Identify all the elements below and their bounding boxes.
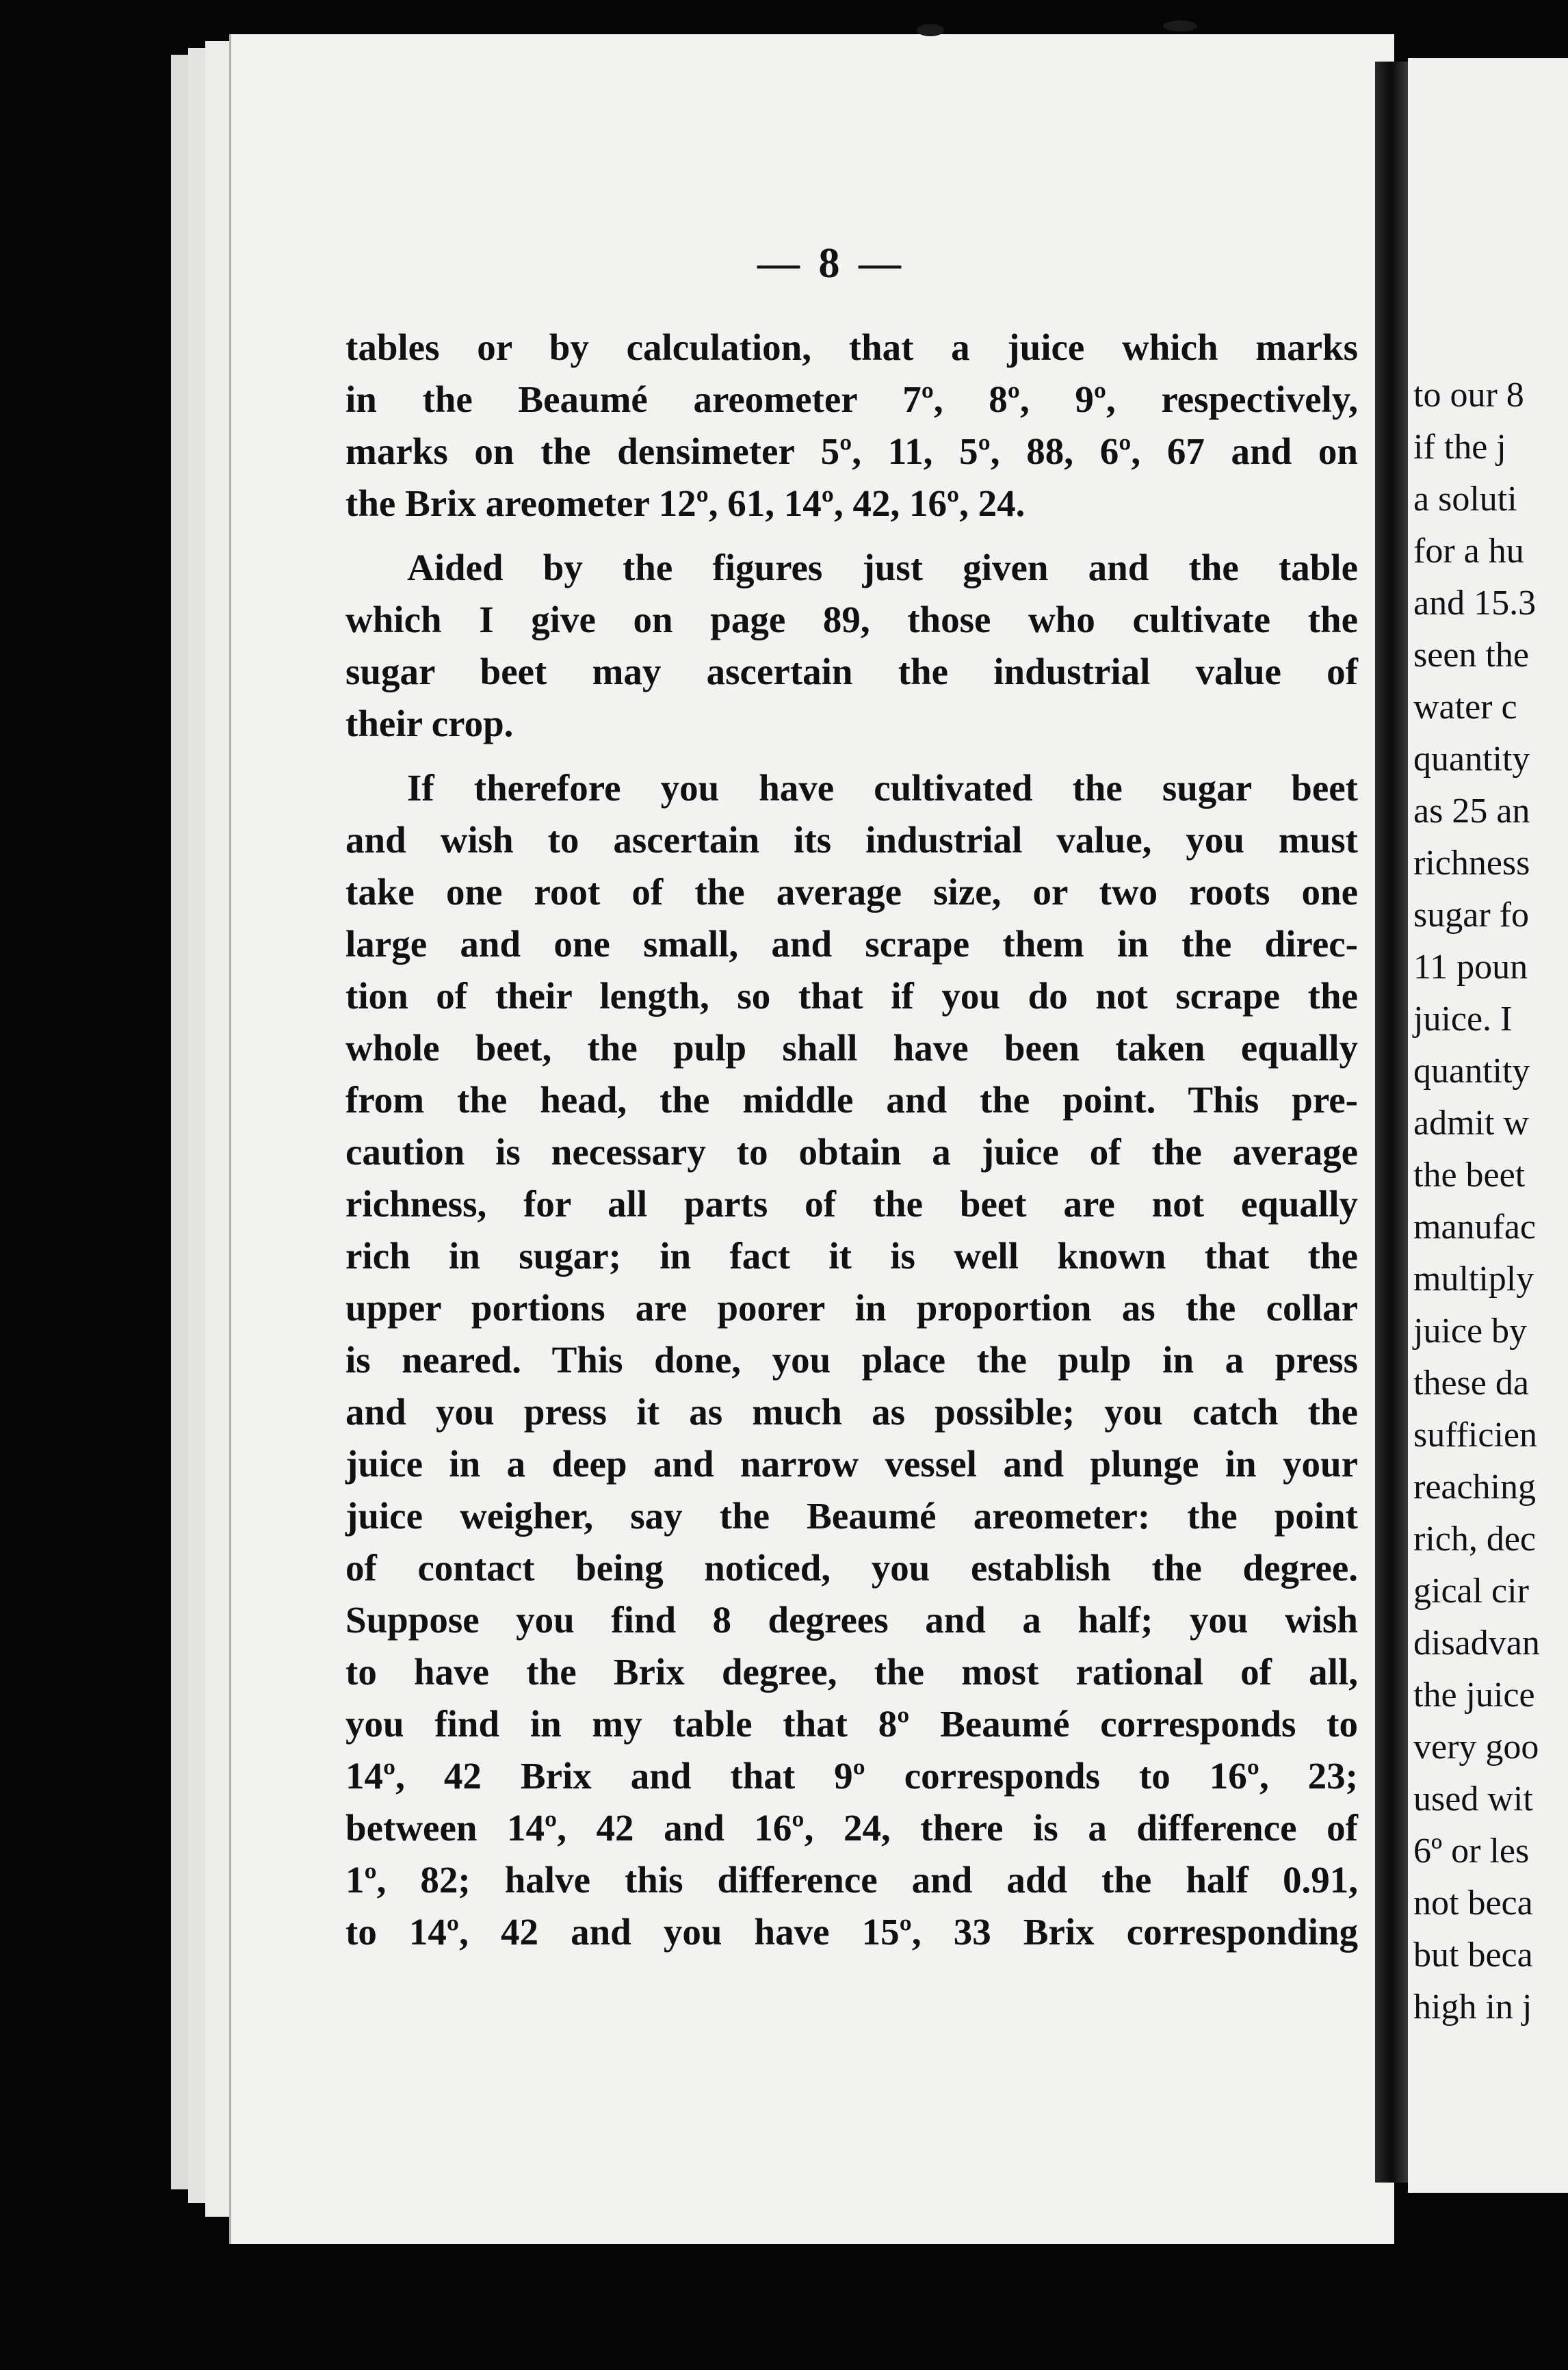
- text-line: richness, for all parts of the beet are not equally: [345, 1183, 1358, 1225]
- right-page-line: the juice: [1413, 1676, 1535, 1715]
- right-page-line: to our 8: [1413, 376, 1524, 415]
- right-page-line: disadvan: [1413, 1624, 1540, 1663]
- right-page-line: used wit: [1413, 1780, 1533, 1819]
- right-page-line: and 15.3: [1413, 584, 1537, 623]
- paragraph-2: [345, 542, 1358, 750]
- text-line: Aided by the figures just given and the table: [407, 547, 1358, 588]
- right-page-line: a soluti: [1413, 480, 1517, 519]
- right-page-line: seen the: [1413, 636, 1529, 675]
- right-page-line: gical cir: [1413, 1572, 1529, 1611]
- right-page-line: 6º or les: [1413, 1832, 1530, 1871]
- right-page-line: not beca: [1413, 1884, 1533, 1923]
- right-page-line: sugar fo: [1413, 896, 1529, 935]
- scan-speck: [1163, 21, 1197, 31]
- text-line: is neared. This done, you place the pulp in a press: [345, 1339, 1358, 1381]
- paragraph-1: [345, 322, 1358, 530]
- right-page-line: quantity: [1413, 1052, 1530, 1091]
- text-line: the Brix areometer 12º, 61, 14º, 42, 16º, 24.: [345, 482, 1025, 524]
- right-page-line: reaching: [1413, 1468, 1537, 1507]
- right-page-line: juice. I: [1413, 1000, 1513, 1039]
- text-line: take one root of the average size, or two roots one: [345, 871, 1358, 913]
- text-line: upper portions are poorer in proportion as the collar: [345, 1287, 1358, 1329]
- text-line: 1º, 82; halve this difference and add the half 0.91,: [345, 1859, 1358, 1901]
- paragraph-3: [345, 762, 1358, 1958]
- body-text: [345, 322, 1358, 1970]
- text-line: and you press it as much as possible; you catch the: [345, 1391, 1358, 1433]
- right-page-line: but beca: [1413, 1936, 1533, 1975]
- text-line: which I give on page 89, those who cultivate the: [345, 599, 1358, 640]
- right-page-line: high in j: [1413, 1988, 1532, 2027]
- text-line: whole beet, the pulp shall have been taken equally: [345, 1027, 1358, 1069]
- right-page-text: [1413, 369, 1540, 2033]
- right-page-line: multiply: [1413, 1260, 1534, 1299]
- text-line: marks on the densimeter 5º, 11, 5º, 88, 6º, 67 and on: [345, 430, 1358, 472]
- right-page-line: manufac: [1413, 1208, 1537, 1247]
- right-page-line: as 25 an: [1413, 792, 1530, 831]
- text-line: caution is necessary to obtain a juice of the average: [345, 1131, 1358, 1173]
- text-line: in the Beaumé areometer 7º, 8º, 9º, respectively,: [345, 378, 1358, 420]
- right-page-line: water c: [1413, 688, 1517, 727]
- text-line: juice weigher, say the Beaumé areometer: the point: [345, 1495, 1358, 1537]
- text-line: sugar beet may ascertain the industrial value of: [345, 651, 1358, 692]
- right-page-line: juice by: [1413, 1312, 1528, 1351]
- text-line: of contact being noticed, you establish the degree.: [345, 1547, 1358, 1589]
- right-page-line: these da: [1413, 1364, 1529, 1403]
- right-page-line: admit w: [1413, 1104, 1529, 1143]
- page-number: — 8 —: [757, 240, 905, 287]
- text-line: tion of their length, so that if you do not scrape the: [345, 975, 1358, 1017]
- scan-speck: [917, 24, 944, 36]
- right-page-fragment: [1408, 58, 1568, 2193]
- right-page-line: if the j: [1413, 428, 1506, 467]
- text-line: their crop.: [345, 703, 514, 744]
- text-line: from the head, the middle and the point. This pre-: [345, 1079, 1358, 1121]
- right-page-line: the beet: [1413, 1156, 1526, 1195]
- text-line: to 14º, 42 and you have 15º, 33 Brix corresponding: [345, 1911, 1358, 1953]
- right-page-line: richness: [1413, 844, 1530, 883]
- right-page-line: for a hu: [1413, 532, 1524, 571]
- text-line: juice in a deep and narrow vessel and plunge in your: [345, 1443, 1358, 1485]
- text-line: 14º, 42 Brix and that 9º corresponds to 16º, 23;: [345, 1755, 1358, 1797]
- right-page-line: rich, dec: [1413, 1520, 1537, 1559]
- text-line: to have the Brix degree, the most rational of all,: [345, 1651, 1358, 1693]
- book-gutter: [1375, 62, 1408, 2183]
- text-line: large and one small, and scrape them in the direc-: [345, 923, 1358, 965]
- right-page-line: quantity: [1413, 740, 1530, 779]
- text-line: rich in sugar; in fact it is well known that the: [345, 1235, 1358, 1277]
- right-page-line: very goo: [1413, 1728, 1539, 1767]
- text-line: between 14º, 42 and 16º, 24, there is a difference of: [345, 1807, 1358, 1849]
- right-page-line: 11 poun: [1413, 948, 1528, 987]
- text-line: and wish to ascertain its industrial value, you must: [345, 819, 1358, 861]
- text-line: you find in my table that 8º Beaumé corresponds to: [345, 1703, 1358, 1745]
- text-line: tables or by calculation, that a juice which marks: [345, 326, 1358, 368]
- text-line: If therefore you have cultivated the sugar beet: [407, 767, 1358, 809]
- right-page-line: sufficien: [1413, 1416, 1537, 1455]
- text-line: Suppose you find 8 degrees and a half; you wish: [345, 1599, 1358, 1641]
